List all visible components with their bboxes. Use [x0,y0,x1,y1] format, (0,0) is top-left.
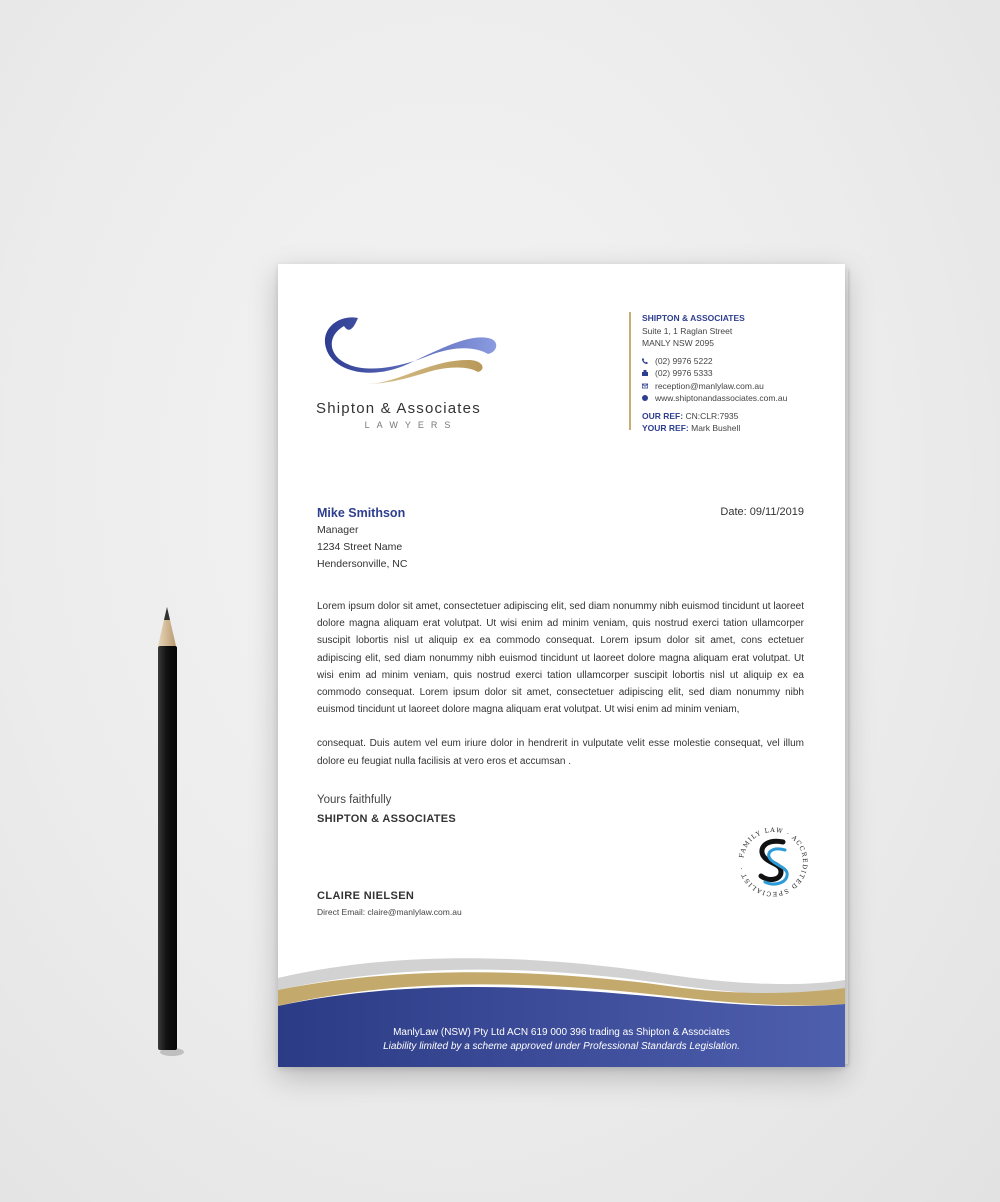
phone-icon [642,358,648,364]
recipient-block [317,505,407,573]
recipient-name: Mike Smithson [317,506,406,520]
family-law-seal-icon [735,824,811,900]
closing-firm: SHIPTON & ASSOCIATES [317,813,457,825]
signer-email: Direct Email: claire@manlylaw.com.au [317,907,462,917]
signer-name: CLAIRE NIELSEN [317,890,415,902]
our-ref-label: OUR REF: [642,410,684,421]
recipient-city: Hendersonville, NC [317,558,408,570]
our-ref-value: CN:CLR:7935 [685,410,739,421]
contact-divider [629,312,631,430]
phone-number[interactable]: (02) 9976 5222 [655,355,713,366]
closing-salutation: Yours faithfully [317,794,392,806]
brand-subtitle: LAWYERS [364,420,458,430]
recipient-title: Manager [317,524,359,536]
email-link[interactable]: reception@manlylaw.com.au [655,380,764,391]
body-paragraph-1: Lorem ipsum dolor sit amet, consectetuer adipiscing elit, sed diam nonummy nibh euismod tincidunt ut laoreet dolore magna aliquam erat volutpat. Ut wisi enim ad minim veniam, quis nostrud exerci tation ullamcorper suscipit lobortis nisl ut aliquip ex ea commodo consequat. Lorem ipsum dolor sit amet, cons ectetuer adipiscing elit, sed diam nonummy nibh euismod tincidunt ut laoreet dolore magna aliquam erat volutpat. Ut wisi enim ad minim veniam, quis nostrud exerci tation ullamcorper suscipit lobortis nisl ut aliquip ex ea commodo consequat. Lorem ipsum dolor sit amet, consectetuer adipiscing elit, sed diam nonummy nibh euismod tincidunt ut laoreet dolore magna aliquam erat volutpat. Ut wisi enim ad minim veniam, [317,601,804,716]
footer-line-2: Liability limited by a scheme approved under Professional Standards Legislation. [383,1041,740,1052]
address-line2: MANLY NSW 2095 [642,338,714,348]
contact-block [642,312,787,435]
your-ref-label: YOUR REF: [642,423,689,433]
brand-name: Shipton & Associates [316,400,481,417]
letter-date: Date: 09/11/2019 [720,506,804,518]
recipient-street: 1234 Street Name [317,541,403,553]
footer-text [278,1026,845,1054]
your-ref-value: Mark Bushell [691,423,741,433]
letterhead-page [278,264,845,1067]
address-line1: Suite 1, 1 Raglan Street [642,325,733,336]
globe-icon [642,395,648,401]
footer-line-1: ManlyLaw (NSW) Pty Ltd ACN 619 000 396 trading as Shipton & Associates [393,1027,730,1038]
contact-firm: SHIPTON & ASSOCIATES [642,313,745,323]
logo-swoosh-icon [318,312,508,392]
fax-number: (02) 9976 5333 [655,368,713,378]
website-link[interactable]: www.shiptonandassociates.com.au [655,393,788,403]
letter-body [317,598,804,787]
body-paragraph-2: consequat. Duis autem vel eum iriure dolor in hendrerit in vulputate velit esse molestie consequat, vel illum dolore eu feugiat nulla facilisis at vero eros et accumsan . [317,738,804,767]
fax-icon [642,370,648,376]
svg-text:FAMILY LAW · ACCREDITED SPECIA: FAMILY LAW · ACCREDITED SPECIALIST · [738,826,809,898]
email-icon [642,383,648,389]
